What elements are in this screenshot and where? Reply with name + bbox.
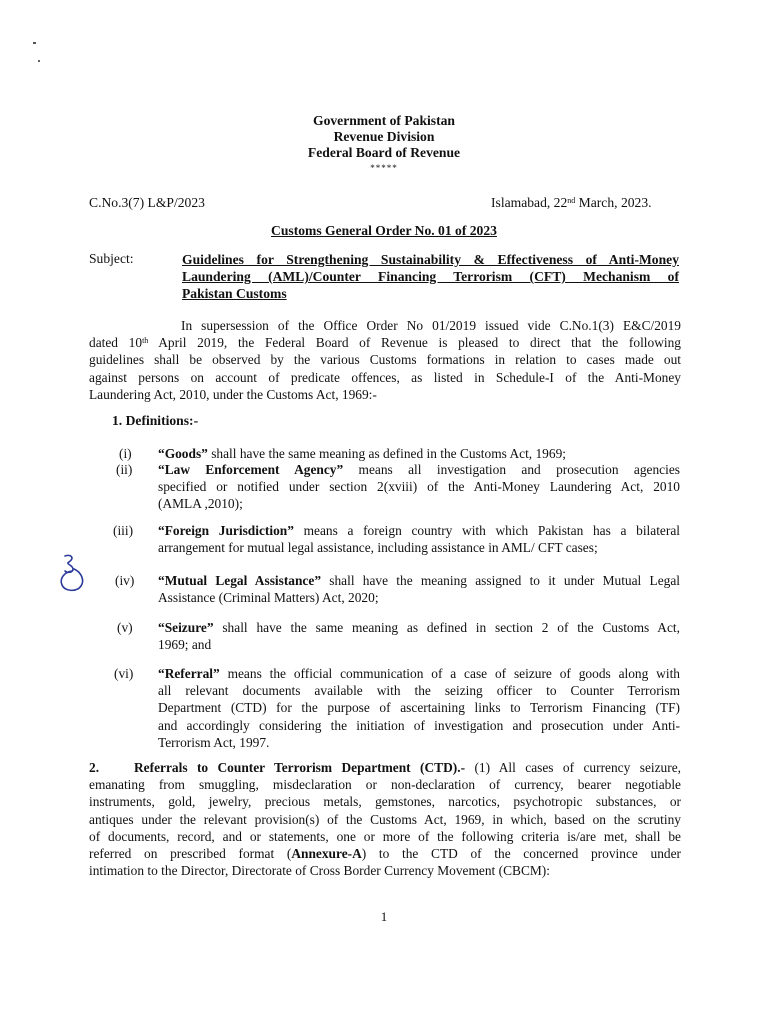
header-government: Government of Pakistan xyxy=(313,113,455,128)
definition-text: (AMLA ,2010); xyxy=(158,496,243,512)
subject-text xyxy=(182,251,679,302)
definition-number: (v) xyxy=(117,620,133,635)
order-title: Customs General Order No. 01 of 2023 xyxy=(271,223,497,238)
annexure-reference: Annexure-A xyxy=(291,846,362,862)
definition-text: means all investigation and prosecution agencies xyxy=(343,462,680,477)
definition-referral xyxy=(158,665,680,751)
definition-text: arrangement for mutual legal assistance, including assistance in AML/ CFT cases; xyxy=(158,540,598,556)
intro-dated-rest: April 2019, the Federal Board of Revenue is pleased to direct that the following xyxy=(148,335,681,351)
definition-number: (iv) xyxy=(115,573,135,588)
definition-term: “Foreign Jurisdiction” xyxy=(158,523,294,538)
section-text: of documents, record, and or statements, one or more of the following criteria is/are met, shall be xyxy=(89,828,681,844)
definition-mutual-legal-assistance xyxy=(158,572,680,606)
place-date-suffix: March, 2023. xyxy=(575,195,652,210)
reference-number: C.No.3(7) L&P/2023 xyxy=(89,195,205,210)
subject-line: Pakistan Customs xyxy=(182,286,287,301)
definition-text: means a foreign country with which Pakistan has a bilateral xyxy=(293,523,680,538)
section-text: intimation to the Director, Directorate of Cross Border Currency Movement (CBCM): xyxy=(89,863,550,879)
intro-line: Laundering Act, 2010, under the Customs Act, 1969:- xyxy=(89,386,377,402)
section-text: ) to the CTD of the concerned province under xyxy=(361,846,681,862)
section-text: referred on prescribed format ( xyxy=(89,846,292,862)
definition-text: Assistance (Criminal Matters) Act, 2020; xyxy=(158,590,379,606)
intro-paragraph xyxy=(89,317,681,403)
place-date-sup: nd xyxy=(567,196,576,205)
definition-goods xyxy=(158,445,680,462)
subject-line: Laundering (AML)/Counter Financing Terrorism (CFT) Mechanism of xyxy=(182,269,679,284)
definition-text: all relevant documents available with the seizing officer to Counter Terrorism xyxy=(158,683,680,699)
definition-text: Department (CTD) for the purpose of ascertaining links to Terrorism Financing (TF) xyxy=(158,700,680,716)
header-board: Federal Board of Revenue xyxy=(307,145,461,160)
definition-text: shall have the meaning assigned to it under Mutual Legal xyxy=(321,573,680,588)
intro-line: guidelines shall be observed by the various Customs formations in relation to cases made out xyxy=(89,352,681,368)
subject-line: Guidelines for Strengthening Sustainability & Effectiveness of Anti-Money xyxy=(182,252,679,267)
section-heading: Referrals to Counter Terrorism Department (CTD).- xyxy=(134,760,466,775)
definition-law-enforcement-agency xyxy=(158,461,680,513)
definition-number: (ii) xyxy=(116,462,133,477)
definition-text: shall have the same meaning as defined in the Customs Act, 1969; xyxy=(207,446,566,461)
definition-term: “Law Enforcement Agency” xyxy=(158,462,344,477)
definition-text: specified or notified under section 2(xviii) of the Anti-Money Laundering Act, 2010 xyxy=(158,479,680,495)
definition-term: “Mutual Legal Assistance” xyxy=(158,573,322,588)
header-division: Revenue Division xyxy=(333,129,435,144)
margin-mark xyxy=(33,42,36,44)
page-number: 1 xyxy=(380,909,388,924)
definition-text: and accordingly considering the initiation of investigation and prosecution under Anti- xyxy=(158,717,680,733)
section-2-paragraph xyxy=(89,759,681,879)
definition-number: (i) xyxy=(119,446,132,461)
definition-text: means the official communication of a case of seizure of goods along with xyxy=(219,666,680,681)
definition-number: (iii) xyxy=(113,523,134,538)
definition-term: “Goods” xyxy=(158,446,208,461)
handwritten-initial-mark xyxy=(55,552,89,594)
intro-sup: th xyxy=(142,336,149,346)
intro-line xyxy=(89,334,681,351)
definition-text: 1969; and xyxy=(158,637,212,653)
intro-line: In supersession of the Office Order No 01/2019 issued vide C.No.1(3) E&C/2019 xyxy=(181,318,681,333)
section-number: 2. xyxy=(89,760,100,775)
intro-line: against persons on account of predicate offences, as listed in Schedule-I of the Anti-Money xyxy=(89,369,681,385)
definition-seizure xyxy=(158,619,680,653)
intro-dated: dated 10 xyxy=(89,335,143,351)
place-date xyxy=(491,195,652,211)
definition-number: (vi) xyxy=(114,666,134,681)
definition-term: “Referral” xyxy=(158,666,220,681)
section-text: (1) All cases of currency seizure, xyxy=(465,760,681,775)
definition-text: shall have the same meaning as defined in section 2 of the Customs Act, xyxy=(213,620,680,635)
header-stars: ***** xyxy=(370,163,398,173)
definition-term: “Seizure” xyxy=(158,620,214,635)
section-text: instruments, gold, jewelry, precious metals, gemstones, narcotics, psychotropic substances, or xyxy=(89,794,681,810)
definition-foreign-jurisdiction xyxy=(158,522,680,556)
definition-text: Terrorism Act, 1997. xyxy=(158,734,270,750)
subject-label: Subject: xyxy=(89,251,134,266)
margin-mark xyxy=(38,60,40,62)
section-text: antiques under the relevant provision(s) of the Customs Act, 1969, in which, based on the scrutiny xyxy=(89,811,681,827)
place-date-prefix: Islamabad, 22 xyxy=(491,195,568,210)
section-text: emanating from smuggling, misdeclaration or non-declaration of currency, bearer negotiable xyxy=(89,777,681,793)
definitions-heading: 1. Definitions:- xyxy=(112,413,199,428)
